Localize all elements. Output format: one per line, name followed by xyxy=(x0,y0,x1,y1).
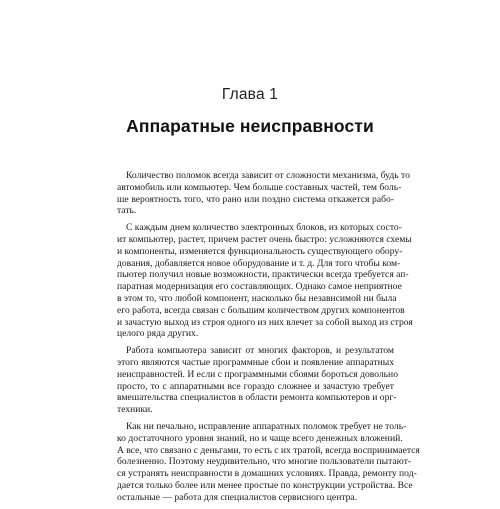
text-line: целого ряда других. xyxy=(117,328,199,340)
text-line: болезненно. Поэтому неудивительно, что многие пользователи пытают- xyxy=(117,456,412,468)
text-line: и зачастую выход из строя одного из них влечет за собой выход из строя xyxy=(117,316,413,328)
text-line: автомобиль или компьютер. Чем больше составных частей, тем боль- xyxy=(117,181,402,193)
text-line: дования, добавляется новое оборудование и т. д. Для того чтобы ком- xyxy=(117,257,401,269)
chapter-title: Аппаратные неисправности xyxy=(126,116,374,136)
paragraph xyxy=(117,345,398,416)
paragraph xyxy=(117,420,420,504)
text-line: Количество поломок всегда зависит от сложности механизма, будь то xyxy=(126,170,410,181)
text-line: ит компьютер, растет, причем растет очень быстро: усложняются схемы xyxy=(117,233,412,245)
chapter-label: Глава 1 xyxy=(221,86,279,103)
text-line: остальные — работа для специалистов сервисного центра. xyxy=(117,491,358,503)
text-line: Как ни печально, исправление аппаратных поломок требует не толь- xyxy=(126,420,407,432)
text-line: его работа, всегда связан с большим количеством других компонентов xyxy=(117,304,405,316)
text-line: в этом то, что любой компонент, насколько бы независимой ни была xyxy=(117,292,397,304)
text-line: С каждым днем количество электронных блоков, из которых состо- xyxy=(126,222,402,234)
paragraph xyxy=(117,222,413,340)
text-line: ся устранять неисправности в домашних условиях. Правда, ремонту под- xyxy=(117,468,417,480)
text-line: дается только более или менее простые по конструкции устройства. Все xyxy=(117,479,413,491)
text-line: и компоненты, изменяется функциональность существующего обору- xyxy=(117,245,403,257)
text-line: паратная модернизация его составляющих. Однако самое неприятное xyxy=(117,281,402,293)
text-line: Работа компьютера зависит от многих факторов, и результатом xyxy=(126,345,394,357)
paragraph xyxy=(117,170,410,217)
text-line: ко достаточного уровня знаний, но и чаще всего денежных вложений. xyxy=(117,432,403,444)
body-text xyxy=(117,170,420,509)
text-line: ше вероятность того, что рано или поздно система откажется рабо- xyxy=(117,193,394,205)
text-line: тать. xyxy=(117,205,137,217)
text-line: вмешательства специалистов в области ремонта компьютеров и орг- xyxy=(117,392,397,404)
text-line: пьютер получил новые возможности, практически всегда требуется ап- xyxy=(117,269,409,281)
text-line: просто, то с аппаратными все гораздо сложнее и зачастую требует xyxy=(117,380,394,392)
text-line: этого являются частые программные сбои и появление аппаратных xyxy=(117,356,394,368)
text-line: неисправностей. И если с программными сбоями бороться довольно xyxy=(117,368,398,380)
text-line: техники. xyxy=(117,404,153,416)
text-line: А все, что связано с деньгами, то есть с их тратой, всегда воспринимается xyxy=(117,444,420,456)
